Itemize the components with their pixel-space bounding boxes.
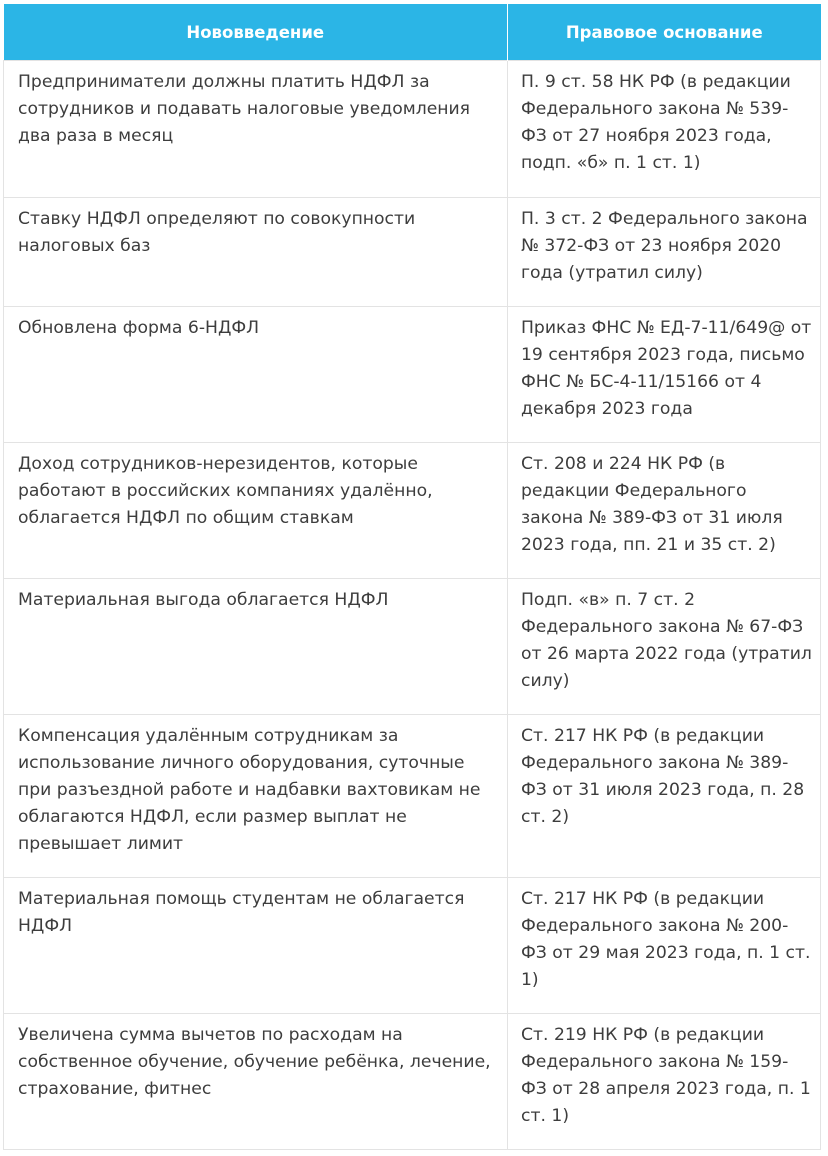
innovation-cell: Обновлена форма 6-НДФЛ (4, 307, 508, 443)
innovation-cell: Доход сотрудников-нерезидентов, которые работают в российских компаниях удалённо, облагается НДФЛ по общим ставкам (4, 443, 508, 579)
header-innovation: Нововведение (4, 4, 508, 61)
header-row (4, 4, 821, 61)
legal-basis-cell: Приказ ФНС № ЕД-7-11/649@ от 19 сентября 2023 года, письмо ФНС № БС-4-11/15166 от 4 декабря 2023 года (508, 307, 821, 443)
table-row (4, 579, 821, 715)
innovation-cell: Предприниматели должны платить НДФЛ за сотрудников и подавать налоговые уведомления два раза в месяц (4, 61, 508, 198)
legal-basis-cell: Ст. 217 НК РФ (в редакции Федерального закона № 389-ФЗ от 31 июля 2023 года, п. 28 ст. 2) (508, 715, 821, 878)
table-row (4, 715, 821, 878)
innovation-cell: Ставку НДФЛ определяют по совокупности налоговых баз (4, 198, 508, 307)
table-body (4, 61, 821, 1150)
innovation-cell: Увеличена сумма вычетов по расходам на собственное обучение, обучение ребёнка, лечение, страхование, фитнес (4, 1014, 508, 1150)
table-row (4, 878, 821, 1014)
table-row (4, 1014, 821, 1150)
legal-basis-cell: Ст. 217 НК РФ (в редакции Федерального закона № 200-ФЗ от 29 мая 2023 года, п. 1 ст. 1) (508, 878, 821, 1014)
innovation-cell: Компенсация удалённым сотрудникам за использование личного оборудования, суточные при разъездной работе и надбавки вахтовикам не облагаются НДФЛ, если размер выплат не превышает лимит (4, 715, 508, 878)
innovation-cell: Материальная помощь студентам не облагается НДФЛ (4, 878, 508, 1014)
legal-basis-cell: П. 9 ст. 58 НК РФ (в редакции Федерального закона № 539-ФЗ от 27 ноября 2023 года, подп. «б» п. 1 ст. 1) (508, 61, 821, 198)
header-legal-basis: Правовое основание (508, 4, 821, 61)
legal-basis-cell: Подп. «в» п. 7 ст. 2 Федерального закона № 67-ФЗ от 26 марта 2022 года (утратил силу) (508, 579, 821, 715)
legal-basis-cell: П. 3 ст. 2 Федерального закона № 372-ФЗ от 23 ноября 2020 года (утратил силу) (508, 198, 821, 307)
table-row (4, 443, 821, 579)
table-header (4, 4, 821, 61)
ndfl-changes-table-wrapper (3, 4, 820, 1150)
legal-basis-cell: Ст. 208 и 224 НК РФ (в редакции Федерального закона № 389-ФЗ от 31 июля 2023 года, пп. 21 и 35 ст. 2) (508, 443, 821, 579)
innovation-cell: Материальная выгода облагается НДФЛ (4, 579, 508, 715)
ndfl-changes-table (3, 4, 821, 1150)
table-row (4, 61, 821, 198)
legal-basis-cell: Ст. 219 НК РФ (в редакции Федерального закона № 159-ФЗ от 28 апреля 2023 года, п. 1 ст. 1) (508, 1014, 821, 1150)
table-row (4, 198, 821, 307)
table-row (4, 307, 821, 443)
